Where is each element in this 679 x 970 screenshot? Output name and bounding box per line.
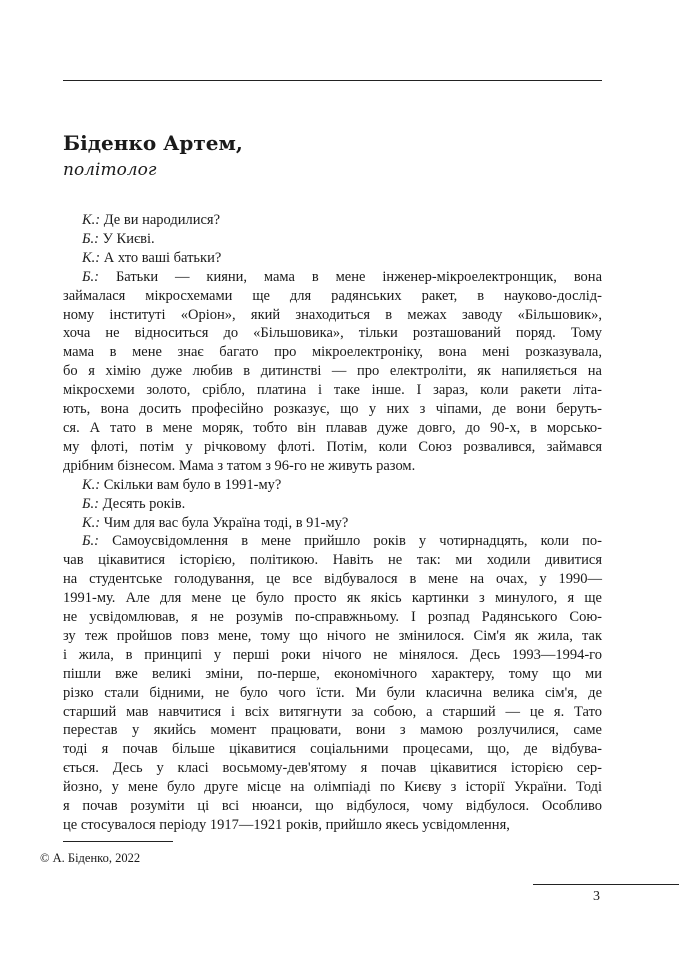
line-text: мікросхеми золото, срібло, платина і таке інше. І зараз, коли ракети літа-	[63, 382, 602, 399]
line-text: Батьки — кияни, мама в мене інженер-мікроелектронщик, вона	[115, 268, 603, 285]
copyright-footnote: © А. Біденко, 2022	[40, 851, 141, 865]
line-text: займалася мікросхемами ще для радянських ракет, в науково-дослід-	[63, 287, 602, 304]
text-line	[82, 532, 602, 551]
interview-paragraph	[63, 211, 602, 230]
text-line	[63, 608, 602, 627]
line-text: Десять років.	[102, 495, 186, 512]
line-text: тоді я почав більше цікавитися соціальними процесами, що, де відбува-	[63, 741, 602, 758]
line-text: ся. А тато в мене моряк, тобто він плавав дуже довго, до 90-х, в морсько-	[63, 419, 602, 436]
text-line	[63, 570, 602, 589]
text-line	[63, 287, 602, 306]
line-text: бо я хімію дуже любив в дитинстві — про електроліти, як напиляється на	[63, 363, 602, 380]
line-text: Де ви народилися?	[103, 212, 221, 228]
line-text: У Києві.	[102, 230, 155, 247]
page-number: 3	[593, 889, 600, 904]
text-line	[63, 457, 602, 476]
text-line	[63, 306, 602, 325]
line-text: старший мав навчитися і всіх витягнути за собою, а старший — це я. Тато	[63, 703, 602, 720]
text-line	[82, 514, 602, 533]
footnote-rule	[63, 841, 173, 842]
speaker-label: К.:	[82, 514, 101, 531]
text-line	[63, 759, 602, 778]
interview-paragraph	[63, 495, 602, 514]
text-line	[63, 627, 602, 646]
text-line	[82, 249, 602, 268]
line-text: А хто ваші батьки?	[103, 249, 222, 266]
interview-text	[63, 211, 602, 835]
line-text: зу теж пройшов повз мене, тому що нічого не змінилося. Сім'я як жила, так	[63, 627, 602, 644]
line-text: це стосувалося періоду 1917—1921 років, прийшло якесь усвідомлення,	[63, 817, 510, 833]
text-line	[63, 362, 602, 381]
line-text: Скільки вам було в 1991-му?	[103, 476, 282, 493]
text-line	[63, 343, 602, 362]
text-line	[63, 740, 602, 759]
author-name: Біденко Артем,	[63, 131, 243, 155]
speaker-label: Б.:	[82, 268, 100, 285]
speaker-label: К.:	[82, 212, 101, 228]
text-line	[82, 230, 602, 249]
text-line	[82, 476, 602, 495]
line-text: йозно, у мене було друге місце на олімпіаді по Києву з історії України. Тоді	[63, 779, 602, 796]
speaker-label: Б.:	[82, 495, 100, 512]
speaker-label: К.:	[82, 249, 101, 266]
speaker-label: Б.:	[82, 230, 100, 247]
text-line	[63, 324, 602, 343]
interview-paragraph	[63, 514, 602, 533]
text-line	[63, 684, 602, 703]
line-text: 1991-му. Але для мене це було просто як якісь картинки з минулого, я ще	[63, 590, 602, 607]
line-text: ють, вона досить професійно розказує, що у них з чіпами, де вони беруть-	[63, 401, 602, 418]
line-text: ється. Десь у класі восьмому-дев'ятому я почав цікавитися історією сер-	[63, 760, 602, 777]
text-line	[63, 551, 602, 570]
line-text: чав цікавитися історією, політикою. Навіть не так: ми ходили дивитися	[63, 552, 602, 569]
author-role: політолог	[63, 160, 157, 180]
interview-paragraph	[63, 476, 602, 495]
text-line	[82, 211, 602, 230]
text-line	[82, 495, 602, 514]
text-line	[82, 268, 602, 287]
line-text: ному інституті «Оріон», який знаходиться в межах заводу «Більшовик»,	[63, 306, 602, 323]
speaker-label: К.:	[82, 476, 101, 493]
text-line	[63, 400, 602, 419]
text-line	[63, 778, 602, 797]
line-text: різко стали бідними, не було чого їсти. Ми були класична велика сім'я, де	[63, 684, 602, 701]
interview-paragraph	[63, 230, 602, 249]
interview-paragraph	[63, 249, 602, 268]
interview-paragraph	[63, 532, 602, 835]
line-text: і жила, в принципі у перші роки нічого не мінялося. Десь 1993—1994-го	[63, 646, 602, 663]
text-line	[63, 665, 602, 684]
text-line	[63, 797, 602, 816]
interview-paragraph	[63, 268, 602, 476]
line-text: пішли вже великі зміни, по-перше, економічного характеру, тому що ми	[63, 665, 602, 682]
text-line	[63, 438, 602, 457]
line-text: му флоті, потім у річковому флоті. Потім, коли Союз розвалився, займався	[63, 438, 602, 455]
text-line	[63, 721, 602, 740]
line-text: мама в мене знає багато про мікроелектроніку, вона мені розказувала,	[63, 344, 602, 361]
line-text: я почав розуміти ці всі нюанси, що відбулося, чому відбулося. Особливо	[63, 798, 602, 815]
line-text: хоча не відноситься до «Більшовика», тільки розташований поряд. Тому	[63, 325, 602, 342]
header-rule	[63, 80, 602, 81]
text-line	[63, 381, 602, 400]
speaker-label: Б.:	[82, 533, 100, 550]
line-text: Чим для вас була Україна тоді, в 91-му?	[103, 514, 349, 531]
text-line	[63, 646, 602, 665]
text-line	[63, 589, 602, 608]
text-line	[63, 816, 602, 835]
line-text: перестав у якийсь момент працювати, вони з мамою розлучилися, саме	[63, 722, 602, 739]
line-text: не усвідомлював, я не розумів по-справжньому. І розпад Радянського Сою-	[63, 609, 602, 626]
line-text: Самоусвідомлення в мене прийшло років у чотирнадцять, коли по-	[112, 533, 602, 550]
line-text: дрібним бізнесом. Мама з татом з 96-го не живуть разом.	[63, 457, 416, 474]
text-line	[63, 703, 602, 722]
text-line	[63, 419, 602, 438]
page-number-rule	[533, 884, 679, 885]
line-text: на студентське голодування, це все відбувалося в мене на очах, у 1990—	[63, 571, 602, 588]
